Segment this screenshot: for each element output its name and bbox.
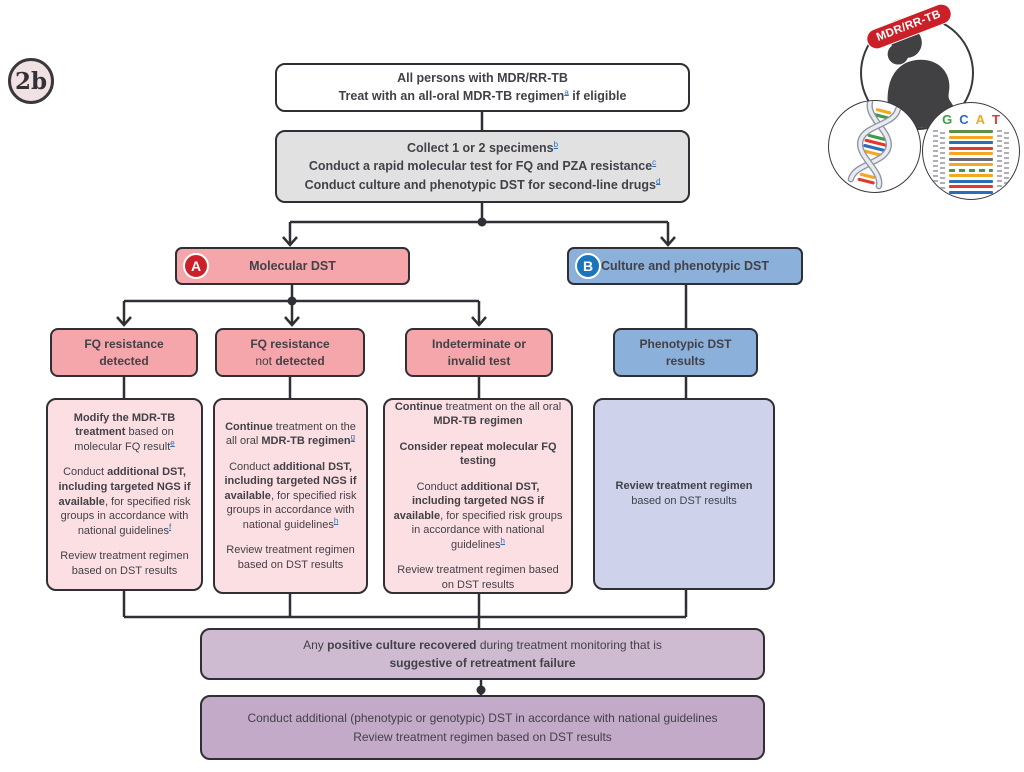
sequence-side-left — [933, 130, 945, 192]
mdr-rr-tb-badge: MDR/RR-TB — [863, 1, 954, 53]
figure-label: 2b — [8, 58, 54, 104]
action-line-2: Review treatment regimen based on DST results — [353, 729, 612, 744]
letter-c: C — [959, 112, 969, 127]
branch-b-label: Culture and phenotypic DST — [600, 259, 770, 273]
all-persons-box — [275, 63, 690, 112]
sequence-bars — [933, 130, 1009, 194]
monitor-line-2: suggestive of retreatment failure — [389, 656, 576, 670]
result-2-line-1: FQ resistance — [250, 336, 330, 351]
collect-specimens-box — [275, 130, 690, 203]
branch-molecular-dst — [175, 247, 410, 285]
result-fq-resistance-detected — [50, 328, 198, 377]
detail-3-para-2: Consider repeat molecular FQ testing — [399, 440, 557, 468]
dna-helix-icon — [828, 100, 921, 193]
sequence-center-bars — [949, 130, 993, 194]
result-fq-resistance-not-detected — [215, 328, 365, 377]
intro-line-1: All persons with MDR/RR-TB — [397, 71, 568, 85]
detail-3-para-3: Conduct additional DST, including targeted NGS if available, for specified risk groups in accordance with national guidelines$^h$ — [393, 480, 563, 551]
branch-a-label: Molecular DST — [249, 259, 336, 273]
monitor-line-1: Any positive culture recovered during treatment monitoring that is — [303, 638, 662, 652]
branch-a-badge: A — [183, 253, 209, 279]
branch-b-badge: B — [575, 253, 601, 279]
detail-2-para-1: Continue treatment on the all oral MDR-TB regimen$^g$ — [225, 420, 356, 448]
collect-line-1: Collect 1 or 2 specimens$^b$ — [406, 140, 559, 156]
detail-2-para-3: Review treatment regimen based on DST results — [226, 544, 355, 571]
detail-3-para-1: Continue treatment on the all oral MDR-TB regimen — [394, 400, 562, 428]
action-line-1: Conduct additional (phenotypic or genotypic) DST in accordance with national guidelines — [247, 710, 718, 725]
sequencing-readout-icon — [922, 102, 1020, 200]
detail-1-para-3: Review treatment regimen based on DST results — [60, 550, 189, 577]
detail-continue-treatment-box — [213, 398, 368, 594]
result-2-line-2: not detected — [255, 353, 325, 368]
gcat-letters — [942, 112, 1000, 127]
detail-review-regimen-box — [593, 398, 775, 590]
result-1-line-2: detected — [99, 353, 149, 368]
letter-t: T — [991, 112, 1000, 127]
collect-line-3: Conduct culture and phenotypic DST for second-line drugs$^d$ — [304, 176, 661, 192]
detail-1-para-1: Modify the MDR-TB treatment based on molecular FQ result$^e$ — [73, 411, 176, 453]
detail-3-para-4: Review treatment regimen based on DST results — [397, 564, 559, 591]
detail-4-para-1: Review treatment regimen based on DST results — [615, 480, 753, 507]
detail-2-para-2: Conduct additional DST, including targeted NGS if available, for specified risk groups in accordance with national guidelines$^h$ — [224, 460, 357, 531]
collect-line-2: Conduct a rapid molecular test for FQ and PZA resistance$^c$ — [308, 158, 657, 174]
branch-culture-phenotypic-dst — [567, 247, 803, 285]
result-indeterminate-invalid — [405, 328, 553, 377]
sequence-side-right — [997, 130, 1009, 192]
conduct-additional-dst-box — [200, 695, 765, 760]
result-3-line-2: invalid test — [447, 353, 511, 368]
result-4-line-1: Phenotypic DST — [639, 336, 732, 351]
positive-culture-box — [200, 628, 765, 680]
detail-1-para-2: Conduct additional DST, including targeted NGS if available, for specified risk groups in accordance with national guidelines$^f$ — [58, 466, 191, 537]
result-4-line-2: results — [665, 353, 706, 368]
detail-indeterminate-actions-box — [383, 398, 573, 594]
letter-a: A — [975, 112, 985, 127]
detail-modify-treatment-box — [46, 398, 203, 591]
result-phenotypic-dst — [613, 328, 758, 377]
letter-g: G — [942, 112, 953, 127]
result-3-line-1: Indeterminate or — [431, 336, 527, 351]
result-1-line-1: FQ resistance — [84, 336, 164, 351]
intro-line-2: Treat with an all-oral MDR-TB regimen$^a$ if eligible — [338, 87, 627, 103]
dna-strands — [828, 100, 921, 193]
sequencing-content — [923, 103, 1019, 199]
